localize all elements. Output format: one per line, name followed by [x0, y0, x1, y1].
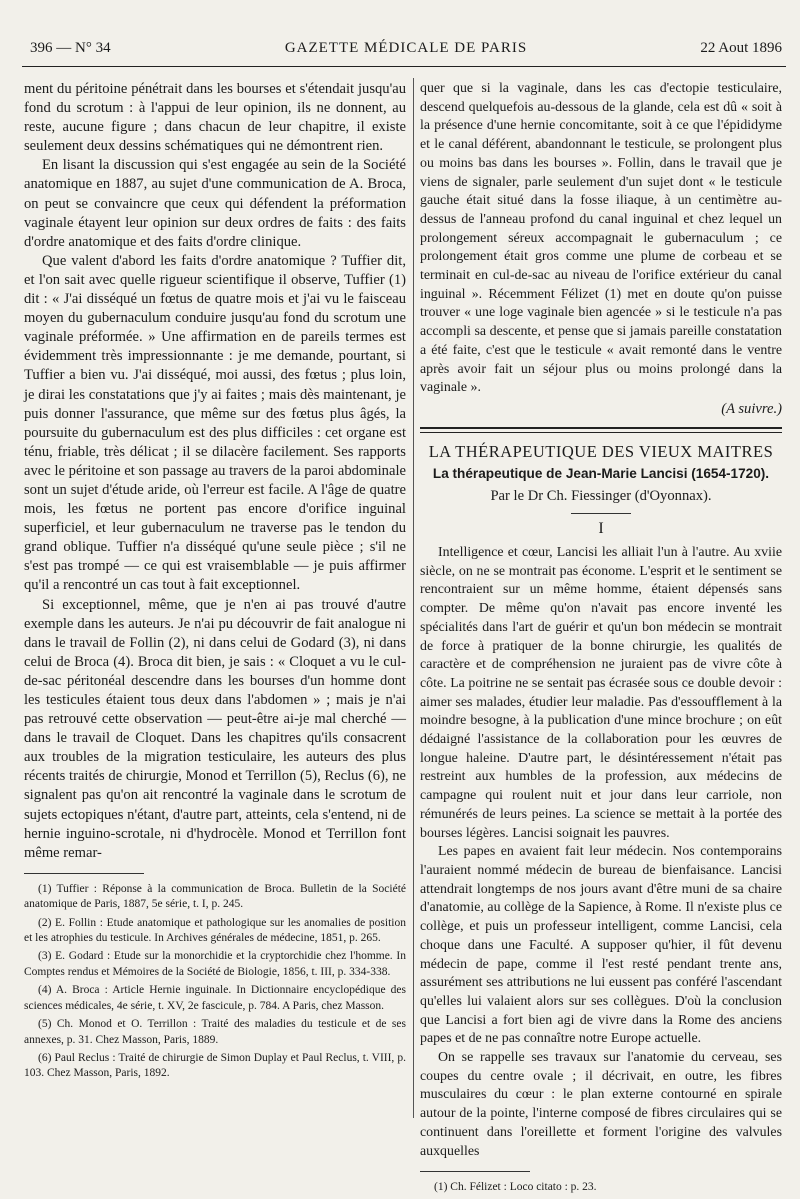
footnote: (3) E. Godard : Etude sur la monorchidie et la cryptorchidie chez l'homme. In Comptes rendus et Mémoires de la Société de Biologie, 1856, t. III, p. 334-338. — [24, 950, 406, 978]
footnote-rule — [24, 873, 144, 874]
header-rule — [22, 66, 786, 67]
title-rule — [571, 513, 631, 514]
footnote: (1) Ch. Félizet : Loco citato : p. 23. — [434, 1181, 597, 1194]
footnote: (5) Ch. Monod et O. Terrillon : Traité des maladies du testicule et de ses annexes, p. 31. Chez Masson, Paris, 1889. — [24, 1018, 406, 1046]
footnote: (4) A. Broca : Article Hernie inguinale. In Dictionnaire encyclopédique des sciences médicales, 4e série, t. XV, 2e fascicule, p. 784. A Paris, chez Masson. — [24, 984, 406, 1012]
paragraph: Que valent d'abord les faits d'ordre anatomique ? Tuffier dit, et l'on sait avec quelle rigueur scientifique il observe, Tuffier (1) dit : « J'ai disséqué un fœtus de quatre mois et j'ai vu le faisceau moyen du gubernaculum conduire jusqu'au fond du scrotum une vaginale préformée. » Une affirmation en de pareils termes est évidemment très impressionnante : je me demande, pourtant, si Tuffier a bien vu. J'ai disséqué, moi aussi, des fœtus ; plus loin, je dirai les constatations que j'y ai faites ; mais dès maintenant, je puis donner l'assurance, que même sur des fœtus plus âgés, la poursuite du gubernaculum est des plus difficiles : cet organe est ténu, friable, très délicat ; il se dilacère facilement. Ses rapports avec le péritoine et son passage au travers de la paroi abdominale sont un sujet d'étude aride, où l'erreur est facile. A l'âge de quatre mois, les fœtus ne portent pas encore d'orifice inguinal superficiel, et leur gubernaculum ne traverse pas le tendon du grand oblique. Tuffier n'a disséqué qu'une seule pièce ; s'il ne s'est pas trompé — ce qui est vraisemblable — je puis affirmer qu'il a rencontré un cas tout à fait exceptionnel. — [24, 252, 406, 594]
footnote: (6) Paul Reclus : Traité de chirurgie de Simon Duplay et Paul Reclus, t. VIII, p. 103. Chez Masson, Paris, 1892. — [24, 1051, 406, 1080]
footnotes — [24, 882, 406, 1082]
byline: Par le Dr Ch. Fiessinger (d'Oyonnax). — [490, 488, 712, 505]
to-be-continued: (A suivre.) — [721, 400, 782, 417]
right-column — [420, 80, 782, 1199]
part-number: I — [598, 520, 604, 538]
paragraph: Les papes en avaient fait leur médecin. Nos contemporains l'auraient nommé médecin de bureau de bienfaisance. Lancisi attendrait longtemps de nos jours avant d'être muni de sa chaire d'anatomie, au collège de la Sapience, à Rome. Il n'existe plus ce collège, et puis un professeur intelligent, comme Lancisi, cela choque dans une Faculté. A supposer qu'hier, il fût devenu médecin de pape, comme il l'est resté pendant trente ans, assurément ses attributions ne lui eussent pas conféré l'ascendant qu'elles lui valaient alors sur ses collègues. D'où la conclusion que Lancisi a fort bien agi de vivre dans la Rome des anciens papes et de ne pas connaître notre Europe actuelle. — [420, 844, 782, 1047]
footnote: (1) Tuffier : Réponse à la communication de Broca. Bulletin de la Société anatomique de Paris, 1887, 5e série, t. I, p. 245. — [24, 882, 406, 911]
left-column — [24, 80, 406, 1085]
paragraph: En lisant la discussion qui s'est engagée au sein de la Société anatomique en 1887, au sujet d'une communication de A. Broca, on peut se convaincre que ceux qui défendent la préformation vaginale étayent leur opinion sur deux ordres de faits : des faits d'ordre anatomique et des faits d'ordre clinique. — [24, 157, 406, 250]
paragraph: Si exceptionnel, même, que je n'en ai pas trouvé d'autre exemple dans les auteurs. Je n'ai pu découvrir de fait analogue ni dans le travail de Follin (2), ni dans celui de Godard (3), ni dans celui de Broca (4). Broca dit bien, je sais : « Cloquet a vu le cul-de-sac péritonéal descendre dans les bourses d'un homme dont les testicules étaient tous deux dans l'abdomen » ; mais je n'ai pas retrouvé cette observation — peut-être ai-je mal cherché — dans le travail de Cloquet. Dans les chapitres qu'ils consacrent aux troubles de la migration testiculaire, les auteurs des plus récents traités de chirurgie, Monod et Terrillon (5), Reclus (6), ne signalent pas qu'on ait rencontré la vaginale dans le scrotum de sujets ectopiques n'étant, d'autre part, atteints, cela s'entend, ni de hernie inguino-scrotale, ni d'hydrocèle. Monod et Terrillon font même remar- — [24, 596, 406, 861]
article-title: La thérapeutique de Jean-Marie Lancisi (1654-1720). — [432, 466, 770, 482]
section-rule — [420, 432, 782, 433]
page-number: 396 — N° 34 — [30, 40, 111, 56]
footnote-rule — [420, 1171, 530, 1172]
column-divider — [413, 78, 414, 1118]
journal-title: GAZETTE MÉDICALE DE PARIS — [284, 40, 528, 56]
paragraph: quer que si la vaginale, dans les cas d'ectopie testiculaire, descend quelquefois au-dessous de la glande, cela est dû « soit à la présence d'une hernie concomitante, soit à ce que l'épididyme et le canal déférent, abandonnant le testicule, se prolongent plus ou moins bas dans les bourses ». Follin, dans le travail que je viens de signaler, parle seulement d'un sujet dont « le testicule gauche était situé dans la fosse iliaque, à un centimètre au-dessus de l'anneau profond du canal inguinal et chez lequel un prolongement séreux accompagnait le gubernaculum ; ce prolongement était gros comme une plume de corbeau et se terminait en cul-de-sac au niveau de l'orifice extérieur du canal inguinal ». Récemment Félizet (1) met en doute qu'on puisse trouver « une loge vaginale bien agencée » si le testicule n'a pas accompli sa descente, et pense que si jamais pareille constatation a été faite, c'est que le testicule « avait remonté dans le ventre après avoir fait un séjour plus ou moins prolongé dans la vaginale ». — [420, 81, 782, 396]
footnotes — [420, 1180, 782, 1195]
paragraph: Intelligence et cœur, Lancisi les alliait l'un à l'autre. Au xviie siècle, on ne se montrait pas économe. L'esprit et le sentiment se rencontraient sur un même homme, étaient dépensés sans compter. De même qu'on n'avait pas encore inventé les spécialités dans l'art de guérir et qu'un bon médecin se montrait de force à pratiquer de la bonne chirurgie, les qualités de caractère et de compréhension ne juraient pas de vivre côte à côte. La poitrine ne se sentait pas écrasée sous ce double devoir : aimer ses malades, étudier leur maladie. Pas d'essoufflement à la moindre besogne, à la publication d'une mince brochure ; on eût dédaigné l'assistance de la collaboration pour les œuvres de longue haleine. D'autre part, le désintéressement n'était pas restreint aux humbles de la profession, aux médecins de campagne qui roulent nuit et jour dans leur carriole, non rémunérés de leurs peines. La science se mettait à la portée des bourses légères. Lancisi soignait les pauvres. — [420, 545, 782, 841]
paragraph: On se rappelle ses travaux sur l'anatomie du cerveau, ses coupes du centre ovale ; il décrivait, en outre, les fibres musculaires du cœur : le plan externe contourné en spirale autour de la pointe, l'interne composé de fibres circulaires qui se continuent dans l'oreillette et forment l'origine des valvules auxquelles — [420, 1050, 782, 1159]
section-rule — [420, 427, 782, 429]
section-title: LA THÉRAPEUTIQUE DES VIEUX MAITRES — [428, 442, 774, 462]
running-header — [30, 40, 782, 62]
issue-date: 22 Aout 1896 — [700, 40, 782, 56]
paragraph: ment du péritoine pénétrait dans les bourses et s'étendait jusqu'au fond du scrotum : à l'appui de leur opinion, ils ne donnent, au reste, aucune figure ; dans chacun de leur chapitre, il existe seulement deux dessins schématiques qui ne démontrent rien. — [24, 81, 406, 155]
footnote: (2) E. Follin : Etude anatomique et pathologique sur les anomalies de position et les atrophies du testicule. In Archives générales de médecine, 1851, p. 265. — [24, 916, 406, 945]
